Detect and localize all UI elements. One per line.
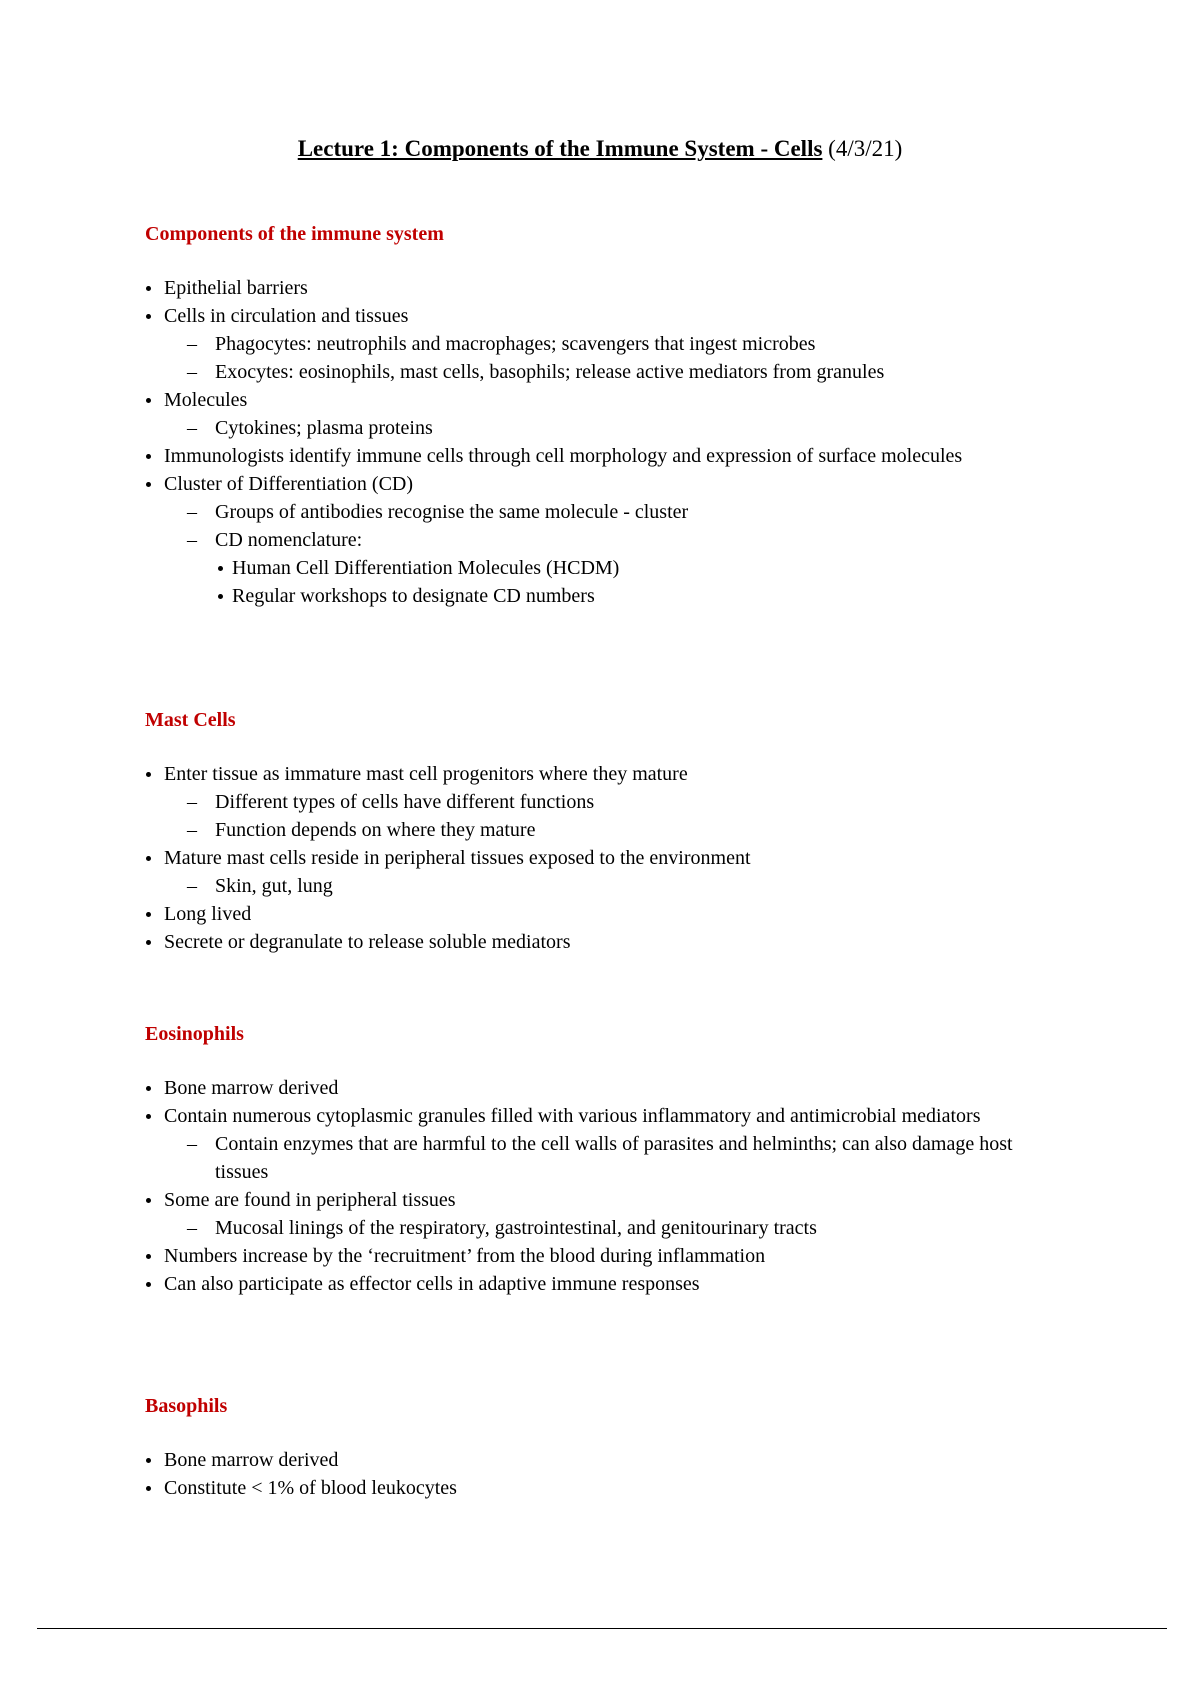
bullet-list	[145, 274, 1045, 610]
bullet-list	[145, 760, 1045, 956]
list-item: – Exocytes: eosinophils, mast cells, basophils; release active mediators from granules	[145, 358, 1045, 386]
footer-divider	[37, 1628, 1167, 1629]
list-item: Numbers increase by the ‘recruitment’ from the blood during inflammation	[145, 1242, 1045, 1270]
list-item: Immunologists identify immune cells through cell morphology and expression of surface molecules	[145, 442, 1045, 470]
list-item: – Mucosal linings of the respiratory, gastrointestinal, and genitourinary tracts	[145, 1214, 1045, 1242]
list-item: Regular workshops to designate CD numbers	[145, 582, 1045, 610]
list-item: – Function depends on where they mature	[145, 816, 1045, 844]
list-item: Cells in circulation and tissues	[145, 302, 1045, 330]
section-heading: Mast Cells	[145, 709, 236, 731]
list-item: Human Cell Differentiation Molecules (HCDM)	[145, 554, 1045, 582]
section-basophils	[145, 1392, 1045, 1502]
list-item: Epithelial barriers	[145, 274, 1045, 302]
list-item: Constitute < 1% of blood leukocytes	[145, 1474, 1045, 1502]
list-item: Secrete or degranulate to release soluble mediators	[145, 928, 1045, 956]
list-item: Some are found in peripheral tissues	[145, 1186, 1045, 1214]
bullet-list	[145, 1446, 1045, 1502]
list-item: – Groups of antibodies recognise the same molecule - cluster	[145, 498, 1045, 526]
list-item: Enter tissue as immature mast cell progenitors where they mature	[145, 760, 1045, 788]
list-item: – Skin, gut, lung	[145, 872, 1045, 900]
section-heading: Components of the immune system	[145, 223, 444, 245]
list-item: Mature mast cells reside in peripheral tissues exposed to the environment	[145, 844, 1045, 872]
section-heading: Basophils	[145, 1395, 228, 1417]
list-item: Can also participate as effector cells in adaptive immune responses	[145, 1270, 1045, 1298]
list-item: – Different types of cells have different functions	[145, 788, 1045, 816]
list-item: Long lived	[145, 900, 1045, 928]
section-heading: Eosinophils	[145, 1023, 244, 1045]
list-item: Bone marrow derived	[145, 1446, 1045, 1474]
list-item: Bone marrow derived	[145, 1074, 1045, 1102]
list-item: Cluster of Differentiation (CD)	[145, 470, 1045, 498]
section-mast-cells	[145, 706, 1045, 956]
section-components	[145, 220, 1045, 610]
list-item: Contain numerous cytoplasmic granules filled with various inflammatory and antimicrobial mediators	[145, 1102, 1045, 1130]
list-item: – Phagocytes: neutrophils and macrophages; scavengers that ingest microbes	[145, 330, 1045, 358]
page-title	[0, 134, 1200, 164]
bullet-list	[145, 1074, 1045, 1298]
list-item: Molecules	[145, 386, 1045, 414]
lecture-title: Lecture 1: Components of the Immune System - Cells	[297, 136, 823, 161]
list-item: – CD nomenclature:	[145, 526, 1045, 554]
list-item: – Contain enzymes that are harmful to the cell walls of parasites and helminths; can also damage host tissues	[145, 1130, 1045, 1186]
section-eosinophils	[145, 1020, 1045, 1298]
list-item: – Cytokines; plasma proteins	[145, 414, 1045, 442]
lecture-date: (4/3/21)	[828, 136, 903, 161]
